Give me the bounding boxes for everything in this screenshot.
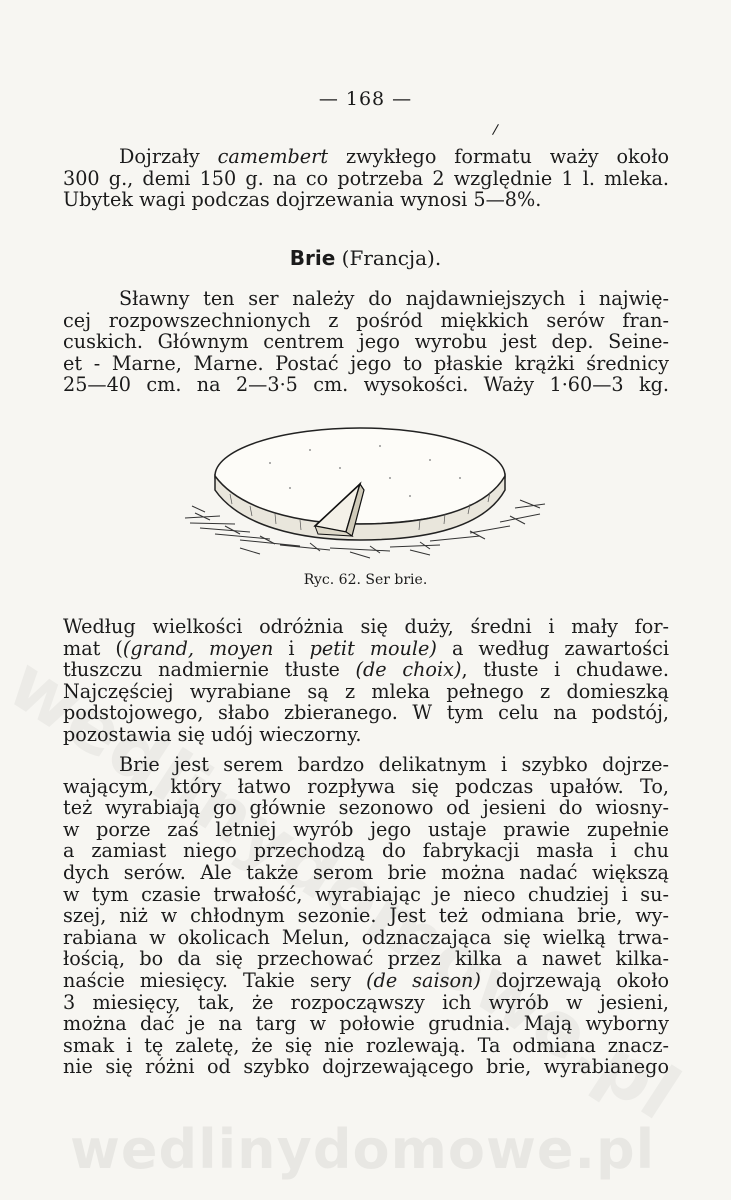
- text-line: smak i tę zaletę, że się nie rozlewają. Ta odmiana znacz-: [63, 1033, 669, 1057]
- text-line: 3 miesięcy, tak, że rozpocząwszy ich wyrób w jesieni,: [63, 990, 669, 1014]
- text-line: nie się różni od szybko dojrzewającego brie, wyrabianego: [63, 1055, 669, 1079]
- text-line: cuskich. Głównym centrem jego wyrobu jest dep. Seine-: [63, 330, 669, 354]
- section-heading: [0, 246, 731, 270]
- text-line: w tym czasie trwałość, wyrabiając je nieco chudziej i su-: [63, 882, 669, 906]
- text-line: Najczęściej wyrabiane są z mleka pełnego z domieszką: [63, 679, 669, 703]
- text-line: też wyrabiają go głównie sezonowo od jesieni do wiosny-: [63, 796, 669, 820]
- figure-caption: Ryc. 62. Ser brie.: [303, 572, 428, 588]
- text-line: szej, niż w chłodnym sezonie. Jest też odmiana brie, wy-: [63, 904, 669, 928]
- paragraph-brie-intro: [63, 288, 669, 396]
- text-line: rabiana w okolicach Melun, odznaczająca się wielką trwa-: [63, 925, 669, 949]
- text-line: dych serów. Ale także serom brie można nadać większą: [63, 860, 669, 884]
- text-line: Według wielkości odróżnia się duży, średni i mały for-: [63, 615, 669, 638]
- text-line: 300 g., demi 150 g. na co potrzeba 2 względnie 1 l. mleka.: [63, 166, 669, 190]
- text-line: mat ((grand, moyen i petit moule) a według zawartości: [63, 636, 669, 660]
- text-line: naście miesięcy. Takie sery (de saison) dojrzewają około: [63, 968, 669, 992]
- section-title: Brie: [289, 246, 336, 270]
- page-number: — 168 —: [318, 88, 413, 110]
- text-line: podstojowego, słabo zbieranego. W tym celu na podstój,: [63, 701, 669, 725]
- text-line: et - Marne, Marne. Postać jego to płaskie krążki średnicy: [63, 351, 669, 375]
- paragraph-brie-production: [63, 754, 669, 1078]
- text-line: Ubytek wagi podczas dojrzewania wynosi 5—8%.: [63, 188, 542, 212]
- text-line: cej rozpowszechnionych z pośród miękkich serów fran-: [63, 308, 669, 332]
- brie-cheese-illustration: [180, 408, 550, 568]
- text-line: łością, bo da się przechować przez kilka a nawet kilka-: [63, 947, 669, 971]
- text-line: wającym, który łatwo rozpływa się podczas upałów. To,: [63, 774, 669, 798]
- paragraph-brie-formats: [63, 616, 669, 746]
- section-subtitle: (Francja).: [335, 246, 442, 270]
- text-line: a zamiast niego przechodzą do fabrykacji masła i chu: [63, 839, 669, 863]
- paragraph-camembert-weight: [63, 146, 669, 211]
- text-line: tłuszczu nadmiernie tłuste (de choix), tłuste i chudawe.: [63, 658, 670, 682]
- text-line: Dojrzały camembert zwykłego formatu waży około: [119, 145, 669, 168]
- text-line: Brie jest serem bardzo delikatnym i szybko dojrze-: [119, 753, 669, 776]
- text-line: w porze zaś letniej wyrób jego ustaje prawie zupełnie: [63, 817, 669, 841]
- text-line: 25—40 cm. na 2—3·5 cm. wysokości. Waży 1·60—3 kg.: [63, 373, 669, 397]
- text-line: pozostawia się udój wieczorny.: [63, 722, 362, 746]
- text-line: Sławny ten ser należy do najdawniejszych i najwię-: [119, 287, 669, 310]
- pencil-mark: /: [491, 121, 500, 139]
- watermark-bottom: wedlinydomowe.pl: [70, 1118, 656, 1181]
- text-line: można dać je na targ w połowie grudnia. Mają wyborny: [63, 1012, 669, 1036]
